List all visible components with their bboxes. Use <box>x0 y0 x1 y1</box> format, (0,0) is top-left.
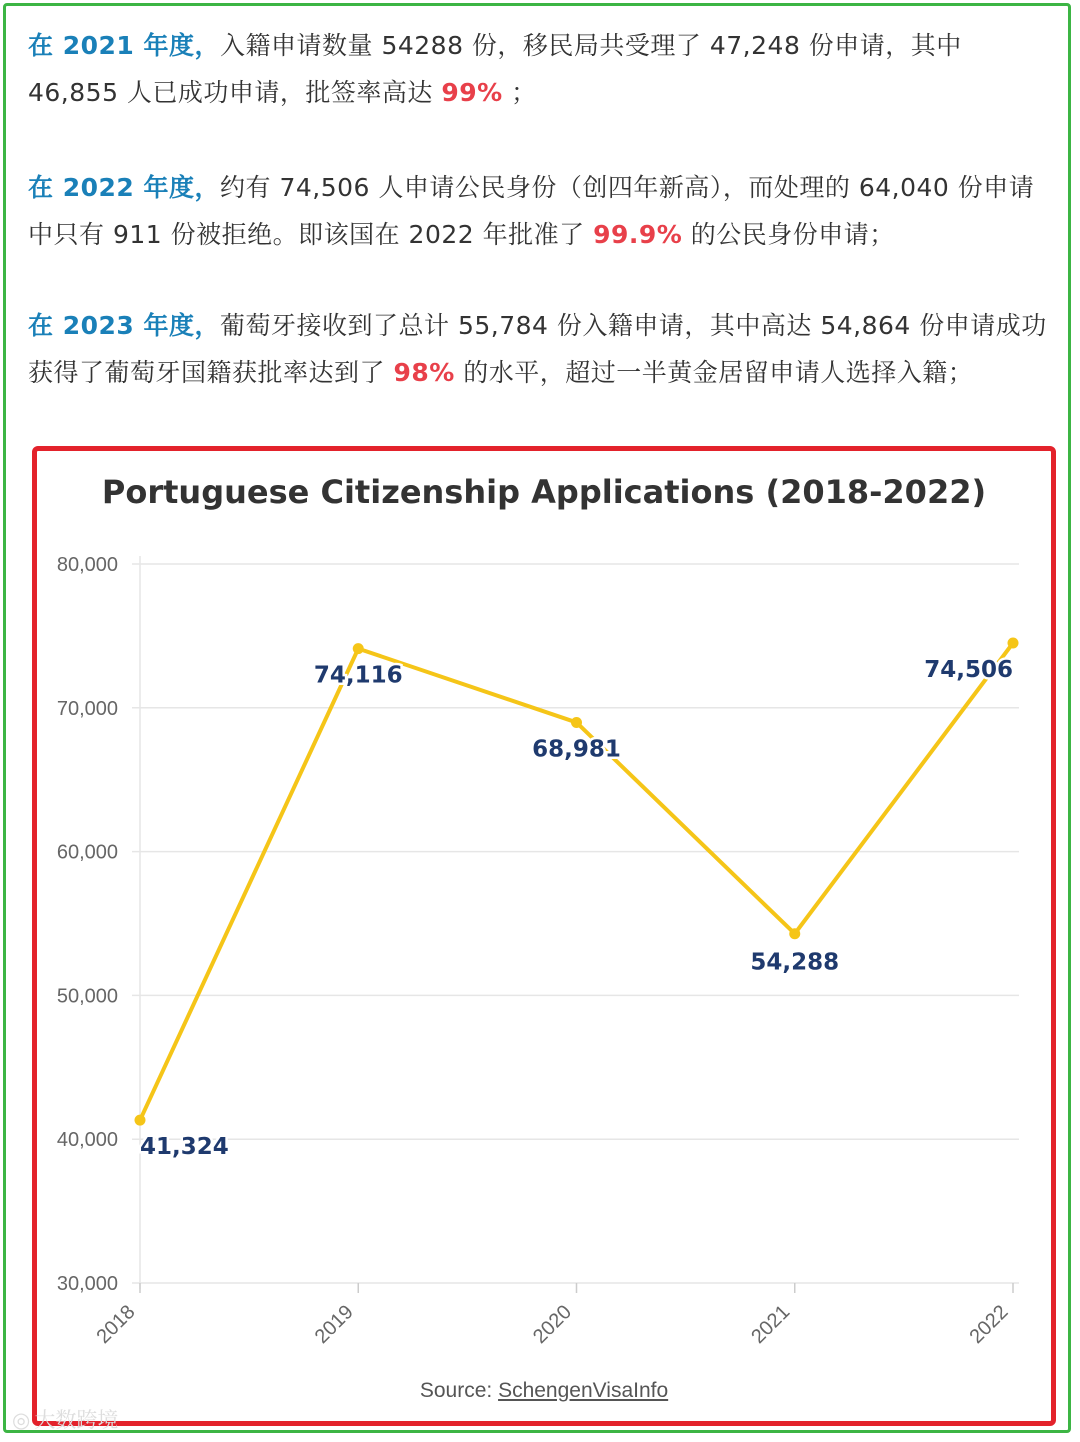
approval-rate: 98% <box>393 358 455 387</box>
y-tick-label: 80,000 <box>56 554 118 576</box>
paragraph-text: 入籍申请数量 54288 份，移民局共受理了 47,248 份申请，其中 46,855 人已成功申请，批签率高达 <box>28 31 962 107</box>
paragraph-text: 葡萄牙接收到了总计 55,784 份入籍申请，其中高达 54,864 份申请成功获得了葡萄牙国籍获批率达到了 <box>28 311 1047 387</box>
paragraph-lead: 在 2023 年度， <box>28 311 220 340</box>
data-point <box>135 1115 146 1126</box>
chart-source <box>37 1379 1051 1403</box>
data-label: 74,116 <box>313 662 403 689</box>
article-frame <box>3 3 1071 1433</box>
watermark <box>12 1404 118 1434</box>
approval-rate: 99.9% <box>593 220 683 249</box>
data-point <box>789 928 800 939</box>
chart-container <box>32 446 1056 1426</box>
data-label: 74,506 <box>924 657 1013 684</box>
y-tick-label: 70,000 <box>56 697 118 720</box>
data-label: 68,981 <box>532 736 621 763</box>
x-tick-label: 2021 <box>747 1300 795 1349</box>
paragraph-2021 <box>28 22 1058 116</box>
weibo-icon: ◎ <box>12 1408 31 1432</box>
data-point <box>571 717 582 728</box>
paragraph-text: 约有 74,506 人申请公民身份（创四年新高），而处理的 64,040 份申请中只有 911 份被拒绝。即该国在 2022 年批准了 <box>28 173 1035 249</box>
paragraph-text-end: 的公民身份申请； <box>682 220 895 249</box>
paragraph-lead: 在 2022 年度， <box>28 173 220 202</box>
paragraph-lead: 在 2021 年度， <box>28 31 220 60</box>
paragraph-2023 <box>28 302 1058 396</box>
source-link[interactable]: SchengenVisaInfo <box>498 1379 669 1402</box>
data-label: 41,324 <box>140 1134 229 1161</box>
chart-title: Portuguese Citizenship Applications (2018-2022) <box>101 473 987 511</box>
y-tick-label: 40,000 <box>56 1129 118 1152</box>
x-tick-label: 2018 <box>92 1300 140 1349</box>
x-tick-label: 2019 <box>310 1300 358 1349</box>
x-tick-label: 2020 <box>529 1300 577 1349</box>
paragraph-text-end: 的水平，超过一半黄金居留申请人选择入籍； <box>454 358 974 387</box>
data-point <box>353 643 364 654</box>
y-tick-label: 50,000 <box>56 985 118 1008</box>
paragraph-text-end: ； <box>502 78 537 107</box>
data-point <box>1008 638 1019 649</box>
data-label: 54,288 <box>750 949 840 976</box>
y-tick-label: 30,000 <box>56 1273 118 1295</box>
line-chart <box>37 451 1051 1421</box>
approval-rate: 99% <box>441 78 503 107</box>
paragraph-2022 <box>28 164 1058 258</box>
y-tick-label: 60,000 <box>56 841 118 864</box>
series-line <box>140 643 1013 1120</box>
watermark-text: 大数跨境 <box>34 1408 119 1432</box>
x-tick-label: 2022 <box>965 1300 1013 1349</box>
source-prefix: Source: <box>419 1379 499 1402</box>
